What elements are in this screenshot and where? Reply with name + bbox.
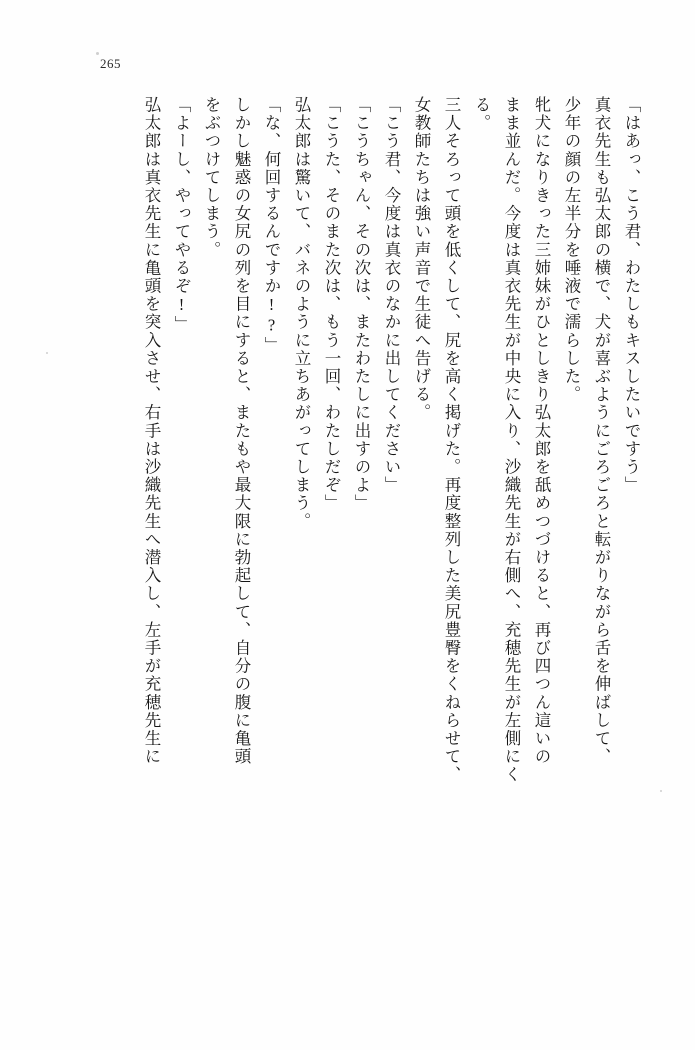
text-column: 「よーし、やってやるぞ!」 — [172, 96, 191, 334]
text-column: 真衣先生も弘太郎の横で、犬が喜ぶようにごろごろと転がりながら舌を伸ばして、 — [592, 96, 611, 766]
text-column: 少年の顔の左半分を唾液で濡らした。 — [562, 96, 581, 404]
text-column: 「な、何回するんですか!?」 — [262, 96, 281, 355]
vertical-text-body — [60, 96, 639, 1010]
text-column: 三人そろって頭を低くして、尻を高く掲げた。再度整列した美尻豊臀をくねらせて、 — [442, 96, 461, 784]
text-column: る。 — [472, 96, 491, 133]
text-column: 「はあっ、こう君、わたしもキスしたいですう」 — [622, 96, 641, 495]
text-column: 牝犬になりきった三姉妹がひとしきり弘太郎を舐めつづけると、再び四つん這いの — [532, 96, 551, 766]
scan-speck — [46, 352, 48, 354]
page-number: 265 — [100, 56, 121, 71]
text-column: 女教師たちは強い声音で生徒へ告げる。 — [412, 96, 431, 422]
text-column: 「こう君、今度は真衣のなかに出してください」 — [382, 96, 401, 495]
text-column: をぶつけてしまう。 — [202, 96, 221, 259]
text-column: 弘太郎は驚いて、バネのように立ちあがってしまう。 — [292, 96, 311, 531]
text-column: 「こうちゃん、その次は、またわたしに出すのよ」 — [352, 96, 371, 513]
text-column: 「こうた、そのまた次は、もう一回、わたしだぞ」 — [322, 96, 341, 513]
scan-speck — [96, 52, 99, 55]
text-column: 弘太郎は真衣先生に亀頭を突入させ、右手は沙織先生へ潜入し、左手が充穂先生に — [142, 96, 161, 766]
text-column: しかし魅惑の女尻の列を目にすると、またもや最大限に勃起して、自分の腹に亀頭 — [232, 96, 251, 766]
text-column: まま並んだ。今度は真衣先生が中央に入り、沙織先生が右側へ、充穂先生が左側にく — [502, 96, 521, 784]
scan-speck — [660, 790, 662, 792]
